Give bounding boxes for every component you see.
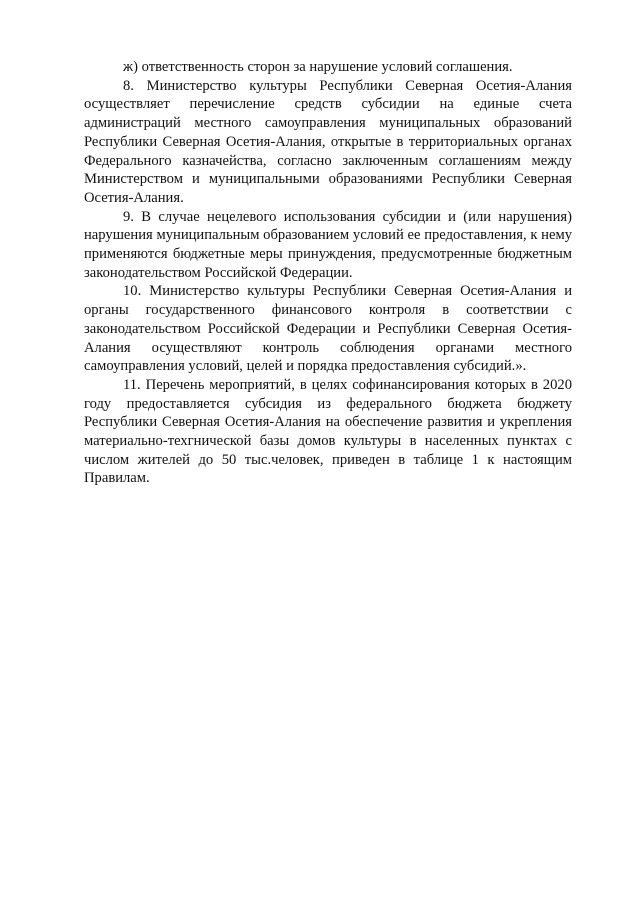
paragraph-9: 9. В случае нецелевого использования субсидии и (или нарушения) нарушения муниципальным образованием условий ее предоставления, к нему применяются бюджетные меры принуждения, предусмотренные бюджетным законодательством Российской Федерации. — [84, 208, 572, 281]
paragraph-11: 11. Перечень мероприятий, в целях софинансирования которых в 2020 году предоставляется субсидия из федерального бюджета бюджету Республики Северная Осетия-Алания на обеспечение развития и укрепления материально-техгнической базы домов культуры в населенных пунктах с числом жителей до 50 тыс.человек, приведен в таблице 1 к настоящим Правилам. — [84, 376, 572, 487]
paragraph-10: 10. Министерство культуры Республики Северная Осетия-Алания и органы государственного финансового контроля в соответствии с законодательством Российской Федерации и Республики Северная Осетия-Алания осуществляют контроль соблюдения органами местного самоуправления условий, целей и порядка предоставления субсидий.». — [84, 283, 572, 375]
paragraph-item-zh: ж) ответственность сторон за нарушение условий соглашения. — [123, 59, 513, 75]
paragraph-8: 8. Министерство культуры Республики Северная Осетия-Алания осуществляет перечисление средств субсидии на единые счета администраций местного самоуправления муниципальных образований Республики Северная Осетия-Алания, открытые в территориальных органах Федерального казначейства, согласно заключенным соглашениям между Министерством и муниципальными образованиями Республики Северная Осетия-Алания. — [84, 77, 572, 206]
document-body — [84, 58, 572, 488]
